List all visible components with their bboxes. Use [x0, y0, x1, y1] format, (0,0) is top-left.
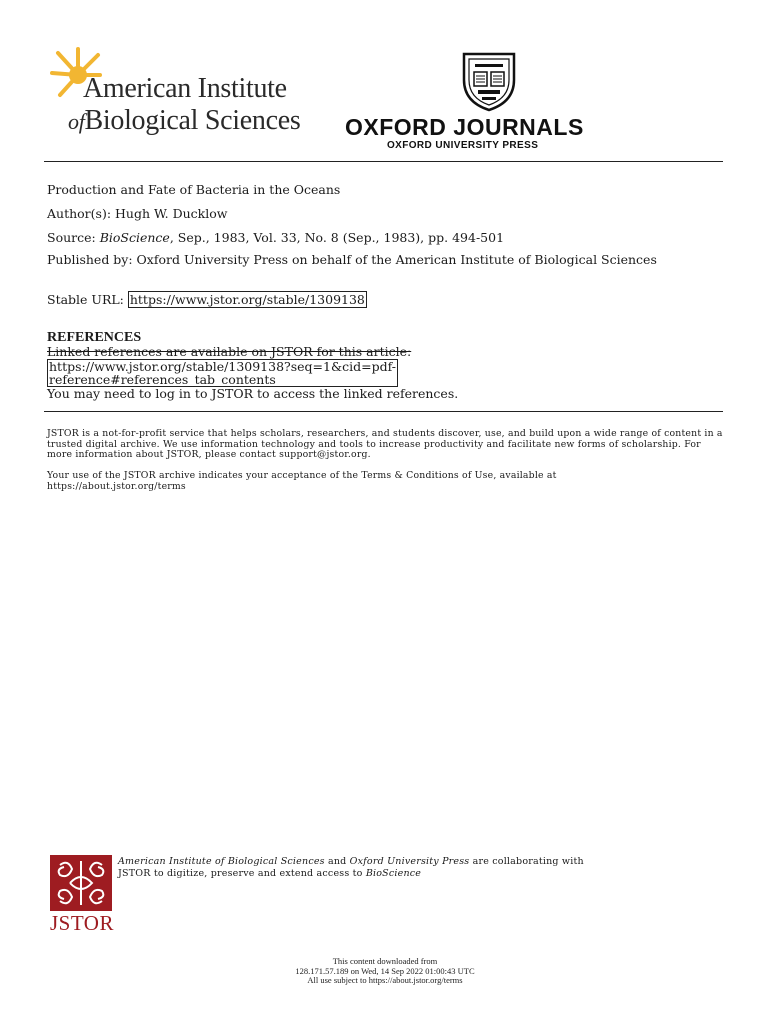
header-divider — [44, 161, 723, 162]
references-body — [47, 345, 458, 401]
footer-line3: All use subject to https://about.jstor.org/terms — [307, 975, 463, 985]
oxford-university-press-label: OXFORD UNIVERSITY PRESS — [387, 140, 539, 151]
collaboration-line1 — [118, 856, 584, 868]
references-link[interactable] — [47, 359, 398, 387]
collab-org-oup: Oxford University Press — [349, 856, 470, 867]
article-authors: Author(s): Hugh W. Ducklow — [47, 206, 228, 221]
aibs-logo — [50, 45, 350, 145]
references-heading: REFERENCES — [47, 330, 142, 345]
footer-line1: This content downloaded from — [332, 956, 438, 966]
jstor-about-notice: JSTOR is a not-for-profit service that helps scholars, researchers, and students discover, use, and build upon a wide range of content in a trusted digital archive. We use information technology and tools to increase productivity and facilitate new forms of scholarship. For more information about JSTOR, please contact support@jstor.org. — [47, 428, 723, 460]
aibs-of: of — [68, 109, 85, 134]
oxford-seal-icon — [458, 50, 520, 112]
references-divider — [44, 411, 723, 412]
stable-url-link[interactable]: https://www.jstor.org/stable/1309138 — [129, 292, 365, 307]
published-by: Published by: Oxford University Press on behalf of the American Institute of Biological Sciences — [47, 252, 657, 267]
collab-journal: BioScience — [365, 868, 422, 879]
oxford-journals-title: OXFORD JOURNALS — [345, 114, 584, 140]
footer-line2: 128.171.57.189 on Wed, 14 Sep 2022 01:00:43 UTC — [295, 965, 475, 976]
source-label: Source: — [47, 230, 100, 245]
source-journal: BioScience — [99, 230, 170, 245]
stable-url-row — [47, 292, 367, 307]
references-login-note: You may need to log in to JSTOR to access the linked references. — [47, 386, 459, 401]
collab-and: and — [324, 856, 350, 867]
references-intro: Linked references are available on JSTOR for this article: — [47, 344, 412, 359]
aibs-name-line2-text: Biological Sciences — [84, 105, 301, 136]
stable-url-label: Stable URL: — [47, 292, 128, 307]
collab-line2-prefix: JSTOR to digitize, preserve and extend access to — [118, 868, 366, 879]
jstor-emblem-icon — [50, 855, 112, 911]
collaboration-line2 — [118, 868, 584, 880]
jstor-logo — [50, 855, 112, 937]
collaboration-statement — [118, 856, 584, 880]
jstor-logo-text: JSTOR — [50, 911, 114, 935]
collab-line1-rest: are collaborating with — [469, 856, 584, 867]
aibs-name-line1: American Institute — [83, 73, 287, 104]
aibs-name-line2 — [68, 105, 300, 137]
article-source — [47, 230, 504, 245]
article-title: Production and Fate of Bacteria in the Oceans — [47, 182, 341, 197]
download-footer — [0, 957, 770, 986]
references-link-line2: reference#references_tab_contents — [49, 372, 276, 387]
terms-notice: Your use of the JSTOR archive indicates your acceptance of the Terms & Conditions of Use, available at https://about.jstor.org/terms — [47, 470, 557, 492]
source-details: , Sep., 1983, Vol. 33, No. 8 (Sep., 1983), pp. 494-501 — [169, 230, 505, 245]
collab-org-aibs: American Institute of Biological Sciences — [118, 856, 325, 867]
references-link-line1: https://www.jstor.org/stable/1309138?seq=1&cid=pdf- — [49, 359, 396, 374]
